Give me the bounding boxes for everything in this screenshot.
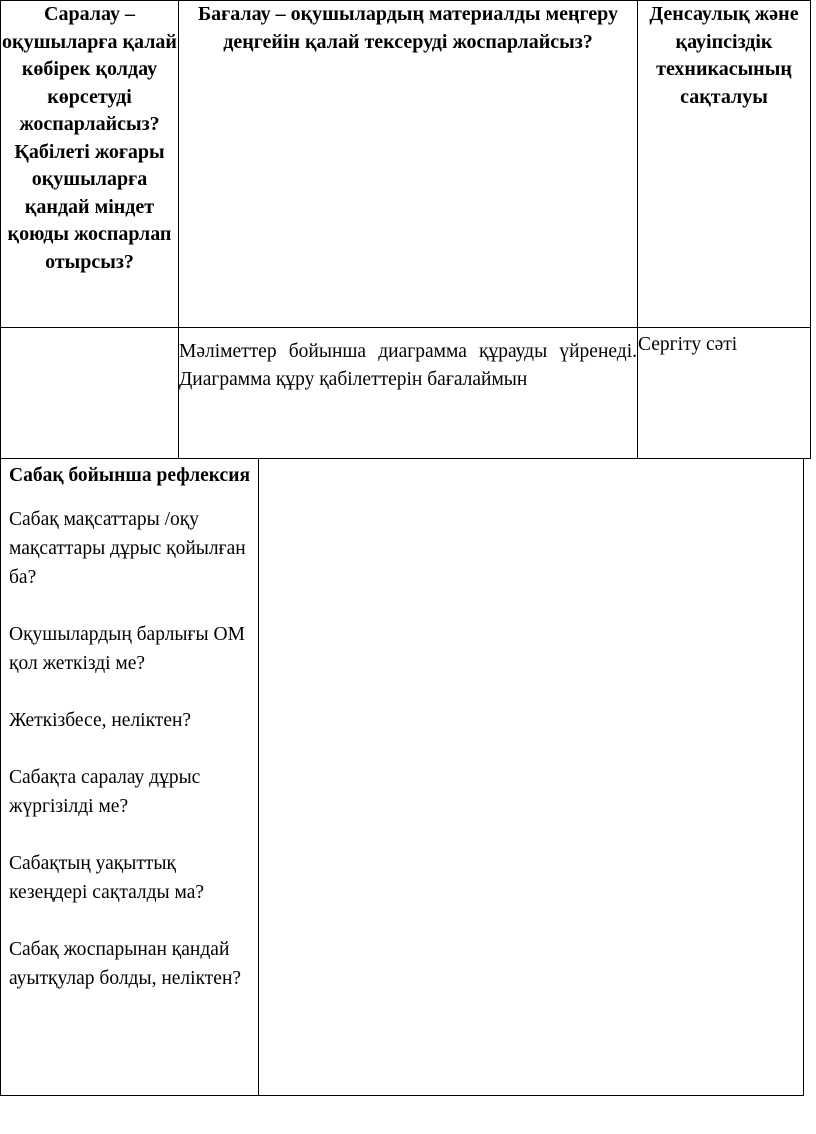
reflection-title: Сабақ бойынша рефлексия	[9, 465, 250, 486]
reflection-row	[1, 459, 804, 1096]
reflection-question: Сабақ жоспарынан қандай ауытқулар болды, неліктен?	[9, 939, 242, 989]
assessment-header: Бағалау – оқушылардың материалды меңгеру деңгейін қалай тексеруді жоспарлайсыз?	[179, 1, 638, 328]
health-safety-text: Сергіту сәті	[638, 334, 738, 355]
content-row	[1, 328, 811, 459]
reflection-question: Жеткізбесе, неліктен?	[9, 710, 192, 731]
differentiation-header: Саралау – оқушыларға қалай көбірек қолдау көрсетуді жоспарлайсыз? Қабілеті жоғары оқушыларға қандай міндет қоюды жоспарлап отырсыз?	[1, 1, 179, 328]
reflection-table	[0, 458, 804, 1096]
differentiation-cell	[1, 328, 179, 459]
reflection-question: Сабақ мақсаттары /оқу мақсаттары дұрыс қойылған ба?	[9, 509, 246, 588]
header-row	[1, 1, 811, 328]
assessment-text: Мәліметтер бойынша диаграмма құрауды үйренеді. Диаграмма құру қабілеттерін бағалаймын	[179, 341, 637, 390]
reflection-question: Сабақта саралау дұрыс жүргізілді ме?	[9, 767, 201, 817]
lesson-plan-table	[0, 0, 811, 459]
reflection-question: Оқушылардың барлығы ОМ қол жеткізді ме?	[9, 624, 245, 674]
reflection-question: Сабақтың уақыттық кезеңдері сақталды ма?	[9, 853, 205, 903]
health-safety-header: Денсаулық және қауіпсіздік техникасының сақталуы	[638, 1, 811, 328]
assessment-cell	[179, 328, 638, 459]
health-safety-cell	[638, 328, 811, 459]
reflection-questions-cell	[1, 459, 259, 1096]
reflection-answer-cell	[259, 459, 804, 1096]
